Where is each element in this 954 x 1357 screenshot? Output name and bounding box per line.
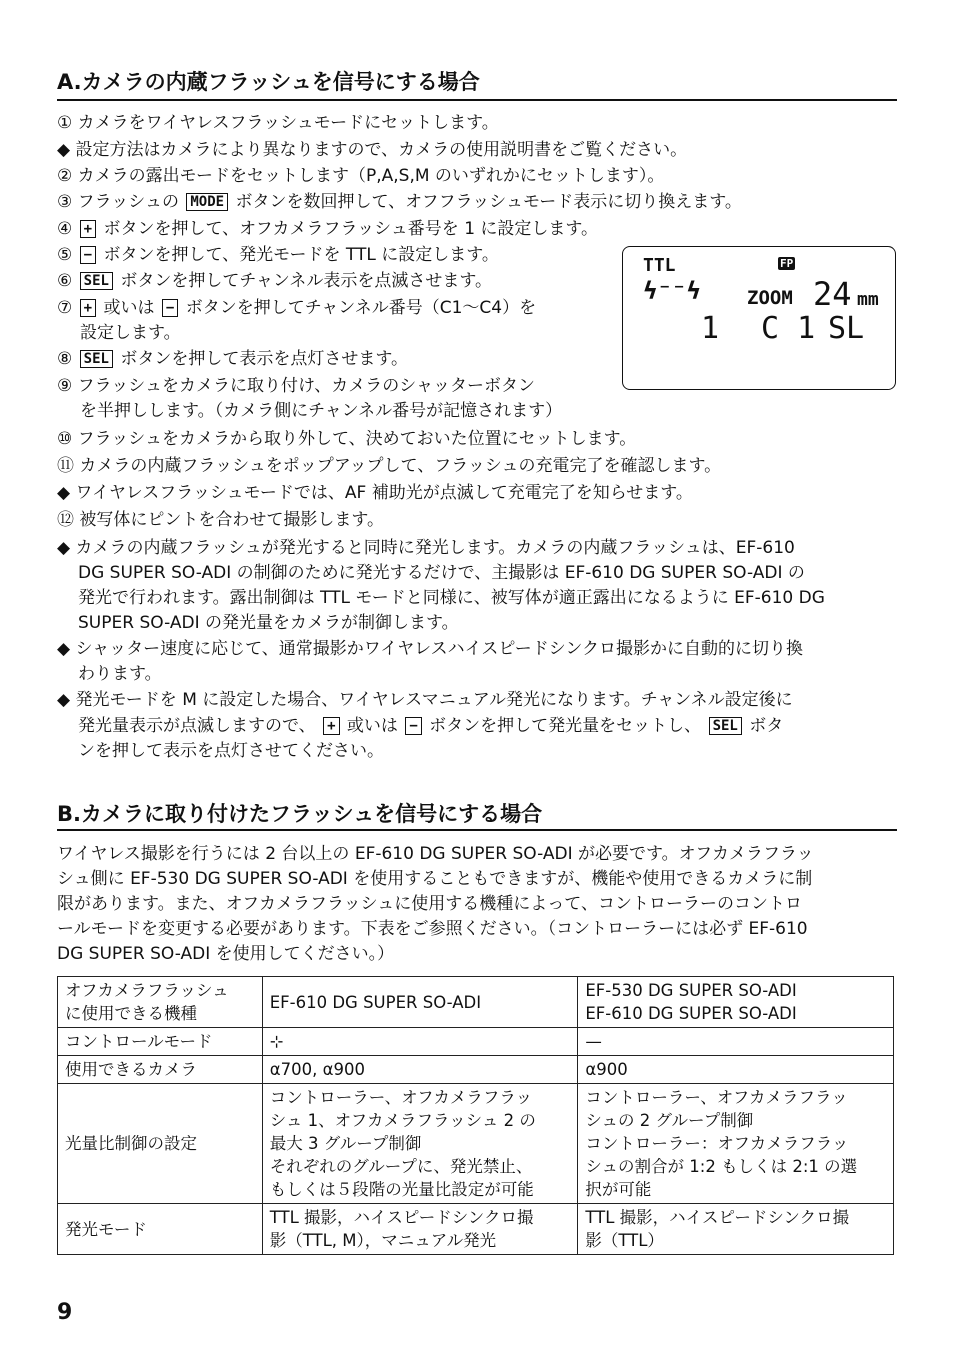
step-6-text: ボタンを押してチャンネル表示を点滅させます。 [120,271,492,291]
step-1: ① カメラをワイヤレスフラッシュモードにセットします。 [57,113,499,133]
minus-key: − [162,299,178,317]
lcd-sl: SL [828,311,865,346]
step-8-num: ⑧ [57,349,73,369]
step-2: ② カメラの露出モードをセットします（P,A,S,M のいずれかにセットします）。 [57,166,665,186]
plus-key: + [323,717,339,735]
step-12: ⑫ 被写体にピントを合わせて撮影します。 [57,510,385,530]
note-2: ◆ ワイヤレスフラッシュモードでは、AF 補助光が点滅して充電完了を知らせます。 [57,483,693,503]
compatibility-table [57,976,894,1255]
step-9-cont: を半押しします。（カメラ側にチャンネル番号が記憶されます） [80,401,563,421]
section-b-para-1: ワイヤレス撮影を行うには 2 台以上の EF-610 DG SUPER SO-ADI が必要です。オフカメラフラッ [57,844,814,864]
step-5-num: ⑤ [57,245,73,265]
step-4-text: ボタンを押して、オフカメラフラッシュ番号を 1 に設定します。 [103,219,599,239]
cell-text: 影（TTL） [585,1231,664,1250]
cell-text: TTL 撮影，ハイスピードシンクロ撮 [269,1208,534,1227]
table-cell: — [578,1028,894,1056]
cell-text: 択が可能 [585,1180,652,1199]
mode-key: MODE [186,193,228,211]
note-3-line-3: 発光で行われます。露出制御は TTL モードと同様に、被写体が適正露出になるように EF-610 DG [78,588,825,608]
cell-text: オフカメラフラッシュ [65,981,229,1000]
note-5-line-3: ンを押して表示を点灯させてください。 [78,741,384,761]
cell-text: に使用できる機種 [65,1004,197,1023]
lcd-group-number: 1 [701,311,720,346]
step-8-text: ボタンを押して表示を点灯させます。 [120,349,408,369]
note-5-text-c: ボタンを押して発光量をセットし、 [429,716,702,736]
table-cell [578,1084,894,1204]
note-3-line-4: SUPER SO-ADI の発光量をカメラが制御します。 [78,613,459,633]
table-cell: 使用できるカメラ [58,1056,263,1084]
section-b-rule [57,829,897,831]
note-5-text-d: ボタ [749,716,784,736]
note-5-text-a: 発光量表示が点滅しますので、 [78,716,316,736]
step-7-or: 或いは [103,298,155,318]
plus-key: + [80,220,96,238]
step-6-num: ⑥ [57,271,73,291]
step-3-text-a: ③ フラッシュの [57,192,179,212]
cell-text: シュの 2 グループ制御 [585,1111,754,1130]
step-10: ⑩ フラッシュをカメラから取り外して、決めておいた位置にセットします。 [57,429,637,449]
step-4 [57,218,598,240]
section-a-rule [57,99,897,101]
cell-text: TTL 撮影，ハイスピードシンクロ撮 [585,1208,850,1227]
table-cell: 光量比制御の設定 [58,1084,263,1204]
table-cell: コントロールモード [58,1028,263,1056]
plus-key: + [80,299,96,317]
cell-text: コントローラー、オフカメラフラッ [585,1088,848,1107]
table-row [58,1028,894,1056]
step-4-num: ④ [57,219,73,239]
section-a-title: A.カメラの内蔵フラッシュを信号にする場合 [57,70,480,94]
cell-text: EF-610 DG SUPER SO-ADI [585,1004,797,1023]
section-b-title: B.カメラに取り付けたフラッシュを信号にする場合 [57,802,543,826]
table-cell: α900 [578,1056,894,1084]
note-1: ◆ 設定方法はカメラにより異なりますので、カメラの使用説明書をご覧ください。 [57,140,688,160]
section-b-para-3: 限があります。また、オフカメラフラッシュに使用する機種によって、コントローラーのコントロ [57,894,802,914]
note-5-line-2 [78,715,783,737]
lcd-ttl: TTL [643,255,676,276]
page-number: 9 [57,1300,73,1325]
step-6 [57,270,492,292]
lcd-zoom-unit: mm [857,289,879,310]
step-5 [57,244,499,266]
cell-text: シュの割合が 1:2 もしくは 2:1 の選 [585,1157,858,1176]
step-3-text-b: ボタンを数回押して、オフフラッシュモード表示に切り換えます。 [235,192,742,212]
step-7 [57,297,536,319]
lcd-zoom-value: 24 [813,275,852,313]
note-5-line-1: ◆ 発光モードを M に設定した場合、ワイヤレスマニュアル発光になります。チャンネル設定後に [57,690,793,710]
lcd-fp-badge: FP [780,257,794,270]
cell-text: コントローラー：オフカメラフラッ [585,1134,849,1153]
step-8 [57,348,408,370]
note-5-or: 或いは [346,716,398,736]
section-b-para-4: ールモードを変更する必要があります。下表をご参照ください。（コントローラーには必ず EF-610 [57,919,808,939]
step-7-cont: 設定します。 [80,323,181,343]
table-row [58,977,894,1028]
sel-key: SEL [709,717,742,735]
cell-text: それぞれのグループに、発光禁止、 [269,1157,533,1176]
table-cell [262,1204,578,1255]
lcd-wireless-flash-icon: ϟ⁻⁻ϟ [643,277,701,305]
section-b-para-5: DG SUPER SO-ADI を使用してください。） [57,944,395,964]
table-cell: ⊹ [262,1028,578,1056]
table-cell: α700, α900 [262,1056,578,1084]
note-4-line-2: わります。 [78,664,162,684]
table-row [58,1204,894,1255]
step-3 [57,191,742,213]
table-cell [262,1084,578,1204]
step-7-text: ボタンを押してチャンネル番号（C1〜C4）を [185,298,537,318]
step-11: ⑪ カメラの内蔵フラッシュをポップアップして、フラッシュの充電完了を確認します。 [57,456,722,476]
cell-text: シュ 1、オフカメラフラッシュ 2 の [269,1111,536,1130]
step-9: ⑨ フラッシュをカメラに取り付け、カメラのシャッターボタン [57,376,535,396]
cell-text: EF-530 DG SUPER SO-ADI [585,981,797,1000]
lcd-channel: C 1 [761,311,816,346]
section-b-para-2: シュ側に EF-530 DG SUPER SO-ADI を使用することもできますが、機能や使用できるカメラに制 [57,869,813,889]
lcd-zoom-label: ZOOM [747,287,793,309]
note-3-line-2: DG SUPER SO-ADI の制御のために発光するだけで、主撮影は EF-610 DG SUPER SO-ADI の [78,563,805,583]
minus-key: − [405,717,421,735]
cell-text: 影（TTL, M），マニュアル発光 [269,1231,497,1250]
note-4-line-1: ◆ シャッター速度に応じて、通常撮影かワイヤレスハイスピードシンクロ撮影かに自動的に切り換 [57,639,803,659]
minus-key: − [80,246,96,264]
table-cell [578,977,894,1028]
step-7-num: ⑦ [57,298,73,318]
table-cell: EF-610 DG SUPER SO-ADI [262,977,578,1028]
sel-key: SEL [80,350,113,368]
table-cell [578,1204,894,1255]
cell-text: 最大 3 グループ制御 [269,1134,422,1153]
cell-text: コントローラー、オフカメラフラッ [269,1088,533,1107]
sel-key: SEL [80,272,113,290]
table-row [58,1084,894,1204]
table-cell [58,977,263,1028]
flash-lcd-panel [622,246,896,390]
note-3-line-1: ◆ カメラの内蔵フラッシュが発光すると同時に発光します。カメラの内蔵フラッシュは、EF-610 [57,538,795,558]
table-cell: 発光モード [58,1204,263,1255]
cell-text: もしくは５段階の光量比設定が可能 [269,1180,534,1199]
table-row [58,1056,894,1084]
step-5-text: ボタンを押して、発光モードを TTL に設定します。 [103,245,499,265]
